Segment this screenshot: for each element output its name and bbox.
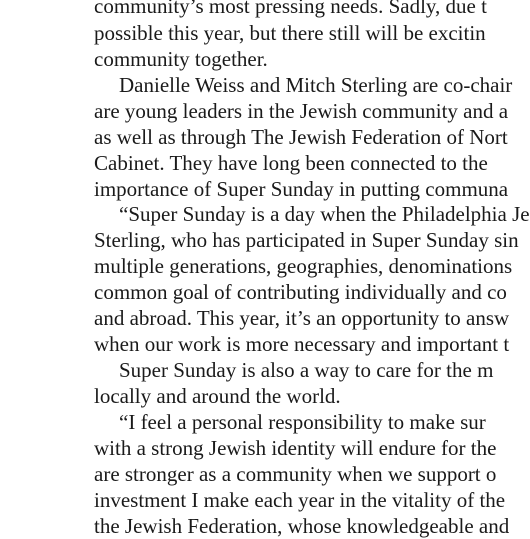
text-line: when our work is more necessary and important t xyxy=(94,332,510,356)
paragraph-first-line: “Super Sunday is a day when the Philadelphia Je xyxy=(119,202,530,226)
text-line: community together. xyxy=(94,47,268,71)
text-line: investment I make each year in the vitality of the xyxy=(94,488,506,512)
text-line: with a strong Jewish identity will endure for the xyxy=(94,436,497,460)
text-line: multiple generations, geographies, denominations xyxy=(94,254,513,278)
text-line: community’s most pressing needs. Sadly, due t xyxy=(94,0,487,18)
text-line: the Jewish Federation, whose knowledgeable and xyxy=(94,514,510,538)
text-line: Cabinet. They have long been connected to the xyxy=(94,151,488,175)
text-line: Sterling, who has participated in Super Sunday sin xyxy=(94,228,519,252)
text-line: locally and around the world. xyxy=(94,384,341,408)
text-line: as well as through The Jewish Federation of Nort xyxy=(94,125,508,149)
paragraph-first-line: Super Sunday is also a way to care for the m xyxy=(119,358,494,382)
text-line: possible this year, but there still will be excitin xyxy=(94,21,486,45)
text-line: are young leaders in the Jewish community and a xyxy=(94,99,509,123)
text-line: are stronger as a community when we support o xyxy=(94,462,497,486)
paragraph-first-line: “I feel a personal responsibility to make sur xyxy=(119,410,486,434)
paragraph-first-line: Danielle Weiss and Mitch Sterling are co-chair xyxy=(119,73,513,97)
text-line: and abroad. This year, it’s an opportunity to answ xyxy=(94,306,510,330)
text-line: common goal of contributing individually and co xyxy=(94,280,507,304)
text-line: importance of Super Sunday in putting communa xyxy=(94,177,509,201)
